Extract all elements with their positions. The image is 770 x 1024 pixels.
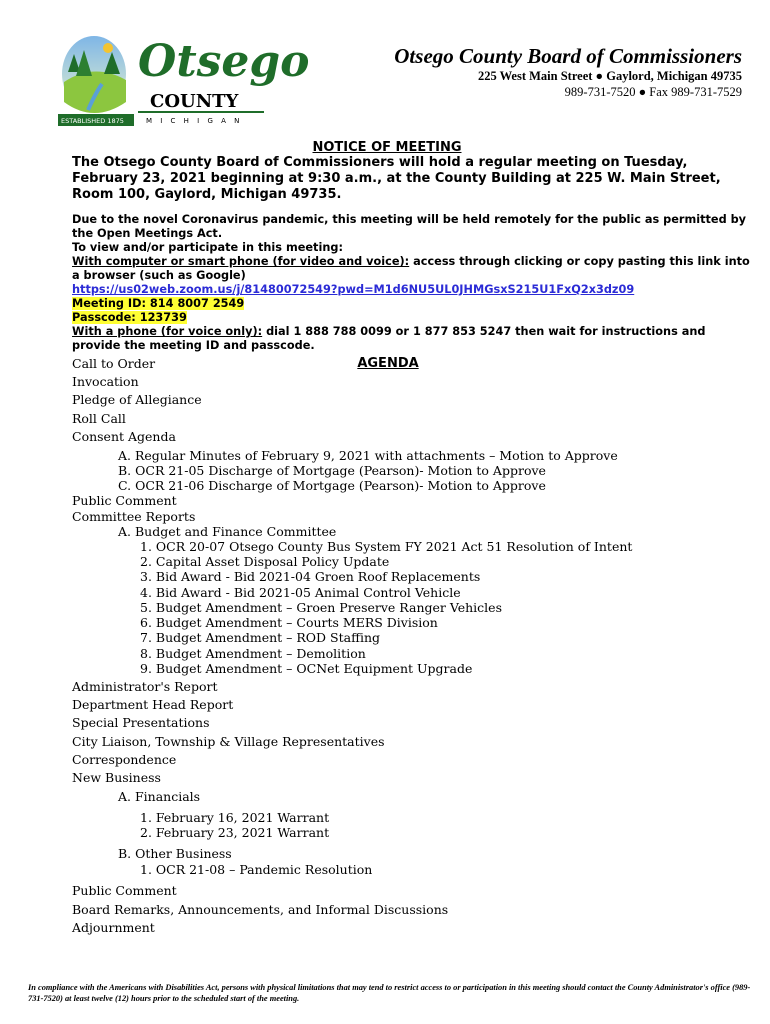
computer-instructions [72, 255, 752, 283]
meeting-id: Meeting ID: 814 8007 2549 [72, 297, 245, 310]
notice-section [72, 140, 752, 371]
agenda-board-remarks: Board Remarks, Announcements, and Informal Discussions [72, 902, 449, 917]
consent-item: B. OCR 21-05 Discharge of Mortgage (Pearson)- Motion to Approve [118, 463, 546, 478]
committee-item: 9. Budget Amendment – OCNet Equipment Upgrade [140, 661, 473, 676]
agenda-department-head-report: Department Head Report [72, 697, 234, 712]
board-title: Otsego County Board of Commissioners [394, 44, 742, 68]
agenda-consent: Consent Agenda [72, 429, 176, 444]
notice-title: NOTICE OF MEETING [312, 140, 462, 155]
committee-item: 1. OCR 20-07 Otsego County Bus System FY 2021 Act 51 Resolution of Intent [140, 539, 633, 554]
svg-text:COUNTY: COUNTY [150, 91, 239, 112]
agenda-title: AGENDA [357, 356, 419, 371]
meeting-intro: The Otsego County Board of Commissioners will hold a regular meeting on Tuesday, February 23, 2021 beginning at 9:30 a.m., at the County Building at 225 W. Main Street, Room 100, Gaylord, Michigan 49735. [72, 155, 721, 202]
agenda-public-comment-2: Public Comment [72, 883, 177, 898]
phone-label: With a phone (for voice only): [72, 325, 263, 338]
board-phones: 989-731-7520 ● Fax 989-731-7529 [564, 85, 742, 99]
covid-notice: Due to the novel Coronavirus pandemic, this meeting will be held remotely for the public as permitted by the Open Meetings Act. [72, 213, 747, 240]
svg-text:Otsego: Otsego [138, 36, 310, 87]
otsego-county-logo [58, 32, 310, 128]
committee-item: 8. Budget Amendment – Demolition [140, 646, 366, 661]
agenda-committee-reports: Committee Reports [72, 509, 196, 524]
agenda-administrator-report: Administrator's Report [72, 679, 218, 694]
agenda-special-presentations: Special Presentations [72, 715, 210, 730]
agenda-adjournment: Adjournment [72, 920, 155, 935]
committee-item: 3. Bid Award - Bid 2021-04 Groen Roof Replacements [140, 569, 481, 584]
agenda-pledge: Pledge of Allegiance [72, 392, 202, 407]
new-business-other: B. Other Business [118, 846, 232, 861]
phone-text: dial 1 888 788 0099 or 1 877 853 5247 then wait for instructions and provide the meeting ID and passcode. [72, 325, 706, 352]
svg-text:ESTABLISHED 1875: ESTABLISHED 1875 [61, 117, 124, 125]
agenda-correspondence: Correspondence [72, 752, 177, 767]
committee-item: 7. Budget Amendment – ROD Staffing [140, 630, 381, 645]
committee-item: 2. Capital Asset Disposal Policy Update [140, 554, 390, 569]
agenda-new-business: New Business [72, 770, 161, 785]
consent-item: C. OCR 21-06 Discharge of Mortgage (Pearson)- Motion to Approve [118, 478, 546, 493]
financial-item: 1. February 16, 2021 Warrant [140, 810, 330, 825]
computer-label: With computer or smart phone (for video and voice): [72, 255, 410, 268]
new-business-financials: A. Financials [118, 789, 201, 804]
computer-text: access through clicking or copy pasting this link into a browser (such as Google) [72, 255, 750, 282]
phone-instructions [72, 325, 752, 353]
agenda-public-comment: Public Comment [72, 493, 177, 508]
agenda-roll-call: Roll Call [72, 411, 126, 426]
committee-item: 4. Bid Award - Bid 2021-05 Animal Control Vehicle [140, 585, 461, 600]
other-business-item: 1. OCR 21-08 – Pandemic Resolution [140, 862, 373, 877]
committee-budget-finance: A. Budget and Finance Committee [118, 524, 337, 539]
view-participate-line: To view and/or participate in this meeting: [72, 241, 343, 254]
board-address: 225 West Main Street ● Gaylord, Michigan 49735 [477, 69, 742, 83]
svg-text:M I C H I G A N: M I C H I G A N [146, 117, 243, 125]
agenda-call-to-order: Call to Order [72, 356, 156, 371]
agenda-invocation: Invocation [72, 374, 139, 389]
consent-item: A. Regular Minutes of February 9, 2021 with attachments – Motion to Approve [118, 448, 618, 463]
committee-item: 5. Budget Amendment – Groen Preserve Ranger Vehicles [140, 600, 502, 615]
zoom-link[interactable]: https://us02web.zoom.us/j/81480072549?pwd=M1d6NU5UL0JHMGsxS215U1FxQ2x3dz09 [72, 283, 635, 296]
letterhead [394, 44, 742, 100]
passcode: Passcode: 123739 [72, 311, 187, 324]
ada-footer: In compliance with the Americans with Disabilities Act, persons with physical limitations that may tend to restrict access to or participation in this meeting should contact the County Administrator's office (989-731-7520) at least twelve (12) hours prior to the scheduled start of the meeting. [28, 983, 751, 1003]
committee-item: 6. Budget Amendment – Courts MERS Division [140, 615, 438, 630]
agenda-city-liaison: City Liaison, Township & Village Representatives [72, 734, 385, 749]
financial-item: 2. February 23, 2021 Warrant [140, 825, 330, 840]
